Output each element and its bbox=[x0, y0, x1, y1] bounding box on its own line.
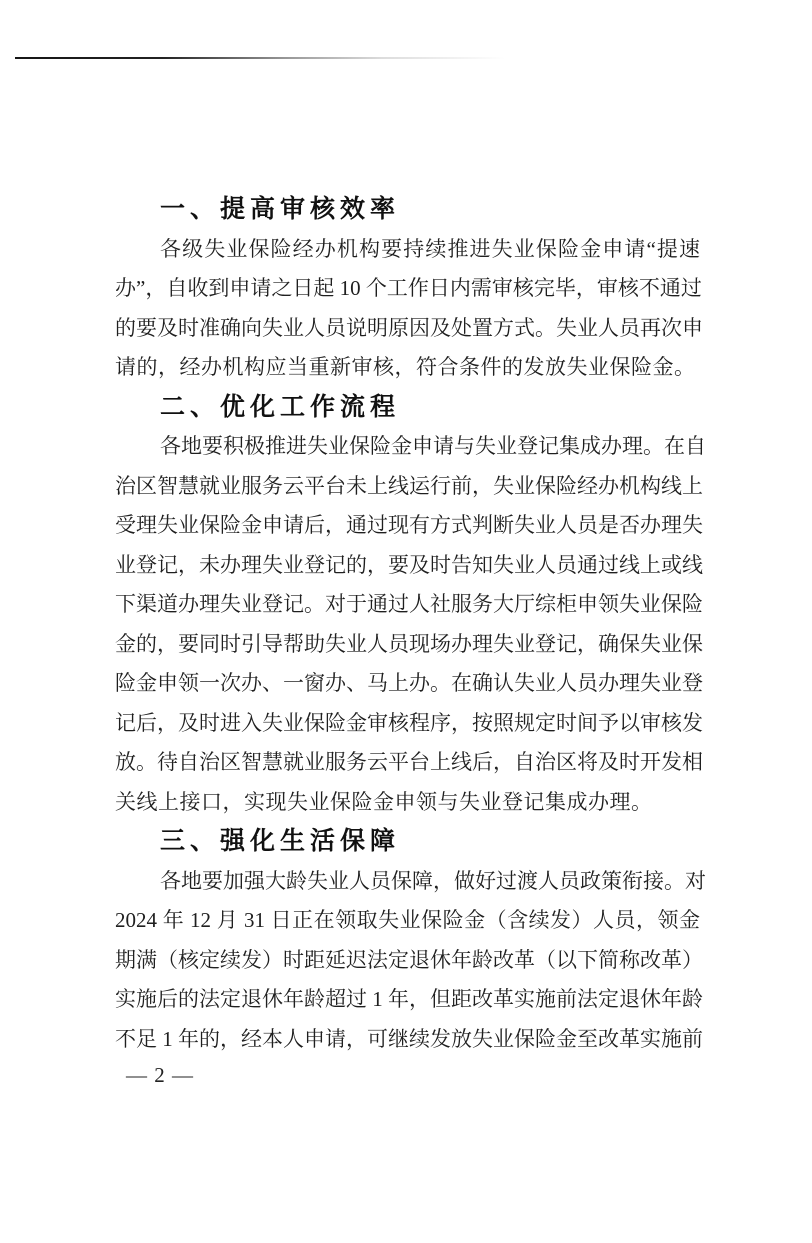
scan-artifact-line bbox=[15, 57, 505, 59]
paragraph-line: 各级失业保险经办机构要持续推进失业保险金申请“提速 bbox=[160, 236, 700, 261]
paragraph-line: 各地要积极推进失业保险金申请与失业登记集成办理。在自 bbox=[160, 434, 706, 458]
paragraph-line: 业登记，未办理失业登记的，要及时告知失业人员通过线上或线 bbox=[115, 552, 703, 577]
paragraph-line: 不足 1 年的，经本人申请，可继续发放失业保险金至改革实施前 bbox=[115, 1026, 703, 1051]
paragraph-line: 期满（核定续发）时距延迟法定退休年龄改革（以下简称改革） bbox=[115, 947, 703, 972]
paragraph-line: 2024 年 12 月 31 日正在领取失业保险金（含续发）人员，领金 bbox=[115, 908, 700, 932]
paragraph-line: 请的，经办机构应当重新审核，符合条件的发放失业保险金。 bbox=[115, 355, 696, 379]
page-number-footer: — 2 — bbox=[126, 1063, 194, 1087]
section-2-heading: 二、优化工作流程 bbox=[160, 392, 401, 421]
paragraph-line: 关线上接口，实现失业保险金申领与失业登记集成办理。 bbox=[115, 789, 653, 814]
paragraph-line: 的要及时准确向失业人员说明原因及处置方式。失业人员再次申 bbox=[115, 315, 703, 340]
paragraph-line: 办”，自收到申请之日起 10 个工作日内需审核完毕，审核不通过 bbox=[115, 276, 702, 300]
paragraph-line: 记后，及时进入失业保险金审核程序，按照规定时间予以审核发 bbox=[115, 710, 703, 735]
paragraph-line: 金的，要同时引导帮助失业人员现场办理失业登记，确保失业保 bbox=[115, 631, 703, 656]
section-1-heading: 一、提高审核效率 bbox=[160, 195, 401, 223]
paragraph-line: 受理失业保险金申请后，通过现有方式判断失业人员是否办理失 bbox=[115, 513, 703, 537]
paragraph-line: 各地要加强大龄失业人员保障，做好过渡人员政策衔接。对 bbox=[160, 868, 706, 893]
paragraph-line: 实施后的法定退休年龄超过 1 年，但距改革实施前法定退休年龄 bbox=[115, 987, 703, 1011]
paragraph-line: 治区智慧就业服务云平台未上线运行前，失业保险经办机构线上 bbox=[115, 473, 703, 498]
paragraph-line: 下渠道办理失业登记。对于通过人社服务大厅综柜申领失业保险 bbox=[115, 592, 703, 616]
paragraph-line: 放。待自治区智慧就业服务云平台上线后，自治区将及时开发相 bbox=[115, 750, 703, 774]
paragraph-line: 险金申领一次办、一窗办、马上办。在确认失业人员办理失业登 bbox=[115, 671, 703, 695]
document-content bbox=[115, 190, 706, 1059]
section-3-heading: 三、强化生活保障 bbox=[160, 827, 401, 855]
